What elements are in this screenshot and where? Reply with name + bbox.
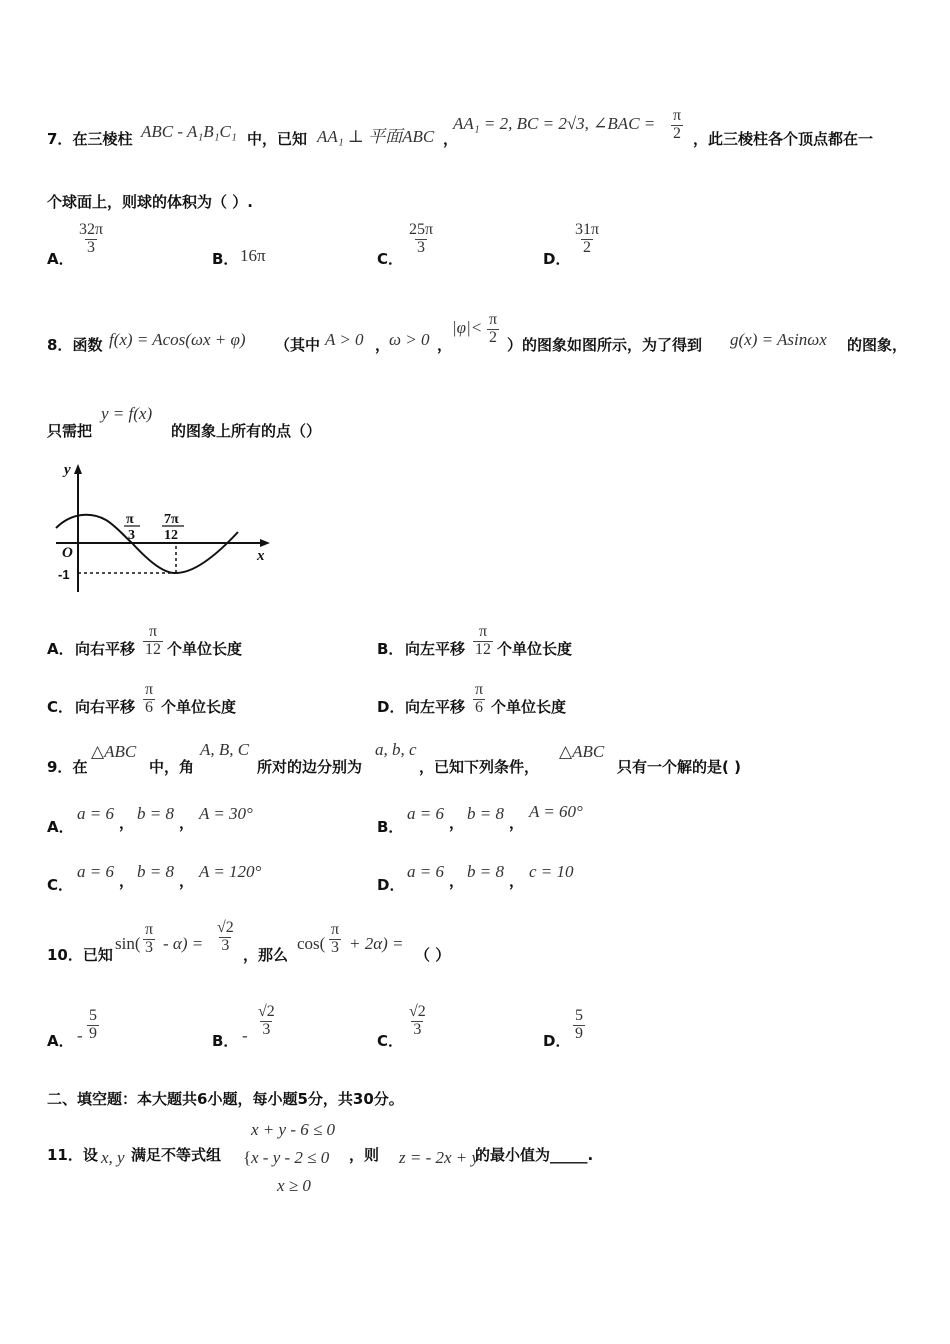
q7-cond1: AA₁ ⊥ 平面ABC — [317, 127, 435, 146]
graph-tick2-num: 7π — [164, 512, 179, 527]
q9-angles: A, B, C — [200, 740, 250, 759]
q7-frac-den: 2 — [673, 124, 682, 142]
q11-ineq-3: x ≥ 0 — [277, 1176, 311, 1195]
q8-options: A． 向右平移 $\frac{\pi}{12}$ 个单位长度 B． 向左平移 $\frac{\pi}{12}$ 个单位长度 C． 向右平移 $\frac{\pi}{6}$ 个单位长度 D． 向左平移 $\frac{\pi}{6}$ 个单位长度 — [47, 623, 573, 716]
q10-cos: cos( — [297, 934, 326, 953]
graph-neg1: -1 — [58, 567, 70, 582]
q7-options: A． $\frac{32\pi}{3}$ B． 16π C． $\frac{25\pi}{3}$ D． $\frac{31\pi}{2}$ — [47, 221, 600, 268]
section-2-heading: 二、填空题：本大题共6小题，每小题5分，共30分。 — [47, 1090, 404, 1108]
q8-phi-frac: $\frac{\pi}{2}$ — [489, 311, 498, 346]
q11-ineq-1: x + y - 6 ≤ 0 — [251, 1120, 336, 1139]
q7-prism: ABC - A₁B₁C₁ — [141, 122, 237, 141]
q7-frac-num: π — [673, 107, 682, 124]
q8-yfx: y = f(x) — [101, 404, 153, 423]
q11-vars: x, y — [101, 1148, 125, 1167]
q7-text-b: 中，已知 — [247, 130, 308, 148]
q7-cond2: AA₁ = 2, BC = 2√3, ∠BAC = — [453, 114, 656, 133]
question-11: 11．设 x, y 满足不等式组 x + y - 6 ≤ 0 { x - y - 2 ≤ 0 x ≥ 0 ，则 z = - 2x + y 的最小值为_____. — [47, 1120, 594, 1195]
q11-number: 11． — [47, 1146, 83, 1164]
question-10: 10．已知 sin( $\frac{\pi}{3}$ - α) = $\frac{√2}{3}$ ，那么 cos( $\frac{\pi}{3}$ + 2α) = （ ） — [47, 919, 451, 964]
q8-graph — [52, 462, 277, 597]
q7-sep: ， — [443, 130, 459, 148]
q7-option-a-frac: $\frac{32\pi}{3}$ — [79, 221, 104, 256]
graph-x-label: x — [257, 548, 265, 564]
q11-brace: { — [243, 1148, 252, 1167]
q11-ineq-2: x - y - 2 ≤ 0 — [251, 1148, 330, 1167]
question-8: 8．函数 f(x) = Acos(ωx + φ) （其中 A > 0 ， ω > 0 ， |φ|< $\frac{\pi}{2}$ ）的图象如图所示，为了得到 g(x) = Asinωx 的图象， — [47, 311, 908, 354]
q10-number: 10． — [47, 946, 83, 964]
q11-objective: z = - 2x + y — [399, 1148, 480, 1167]
graph-x-arrow — [260, 539, 270, 547]
graph-tick2-den: 12 — [164, 528, 178, 543]
q10-options: A． - $\frac{5}{9}$ B． - $\frac{√2}{3}$ C． $\frac{√2}{3}$ D． $\frac{5}{9}$ — [47, 1003, 583, 1050]
q7-fraction — [671, 108, 683, 143]
q8-number: 8． — [47, 336, 73, 354]
q8-gfunc: g(x) = Asinωx — [730, 330, 827, 349]
q7-text-a: 在三棱柱 — [72, 130, 133, 148]
graph-y-label: y — [64, 462, 71, 478]
q8-cond-a: A > 0 — [325, 330, 364, 349]
q8-cond-omega: ω > 0 — [389, 330, 430, 349]
graph-y-arrow — [74, 464, 82, 474]
q9-triangle-2: △ABC — [559, 742, 605, 761]
graph-tick1-num: π — [126, 512, 134, 527]
graph-tick1-den: 3 — [128, 528, 135, 543]
q7-text-1 — [47, 128, 132, 149]
q7-number: 7． — [47, 130, 73, 148]
question-9: 9．在 △ABC 中，角 A, B, C 所对的边分别为 a, b, c ，已知下列条件， △ABC 只有一个解的是( ) — [47, 740, 741, 776]
graph-origin: O — [62, 545, 73, 561]
q8-line2: 只需把 y = f(x) 的图象上所有的点（） — [47, 404, 322, 440]
q7-line2: 个球面上，则球的体积为（ ）. — [47, 193, 253, 211]
q9-sides: a, b, c — [375, 740, 417, 759]
q7-text-c: ，此三棱柱各个顶点都在一 — [693, 130, 874, 148]
q8-func: f(x) = Acos(ωx + φ) — [109, 330, 246, 349]
q8-cond-phi: |φ|< — [452, 318, 483, 337]
q9-triangle: △ABC — [91, 742, 137, 761]
q9-options: A． a = 6 ， b = 8 ， A = 30° B． a = 6 ， b = 8 ， A = 60° C． a = 6 ， b = 8 ， A = 120° D． a = 6 ， b = 8 ， c = 10 — [47, 802, 583, 894]
q9-number: 9． — [47, 758, 73, 776]
q10-sin: sin( — [115, 934, 141, 953]
